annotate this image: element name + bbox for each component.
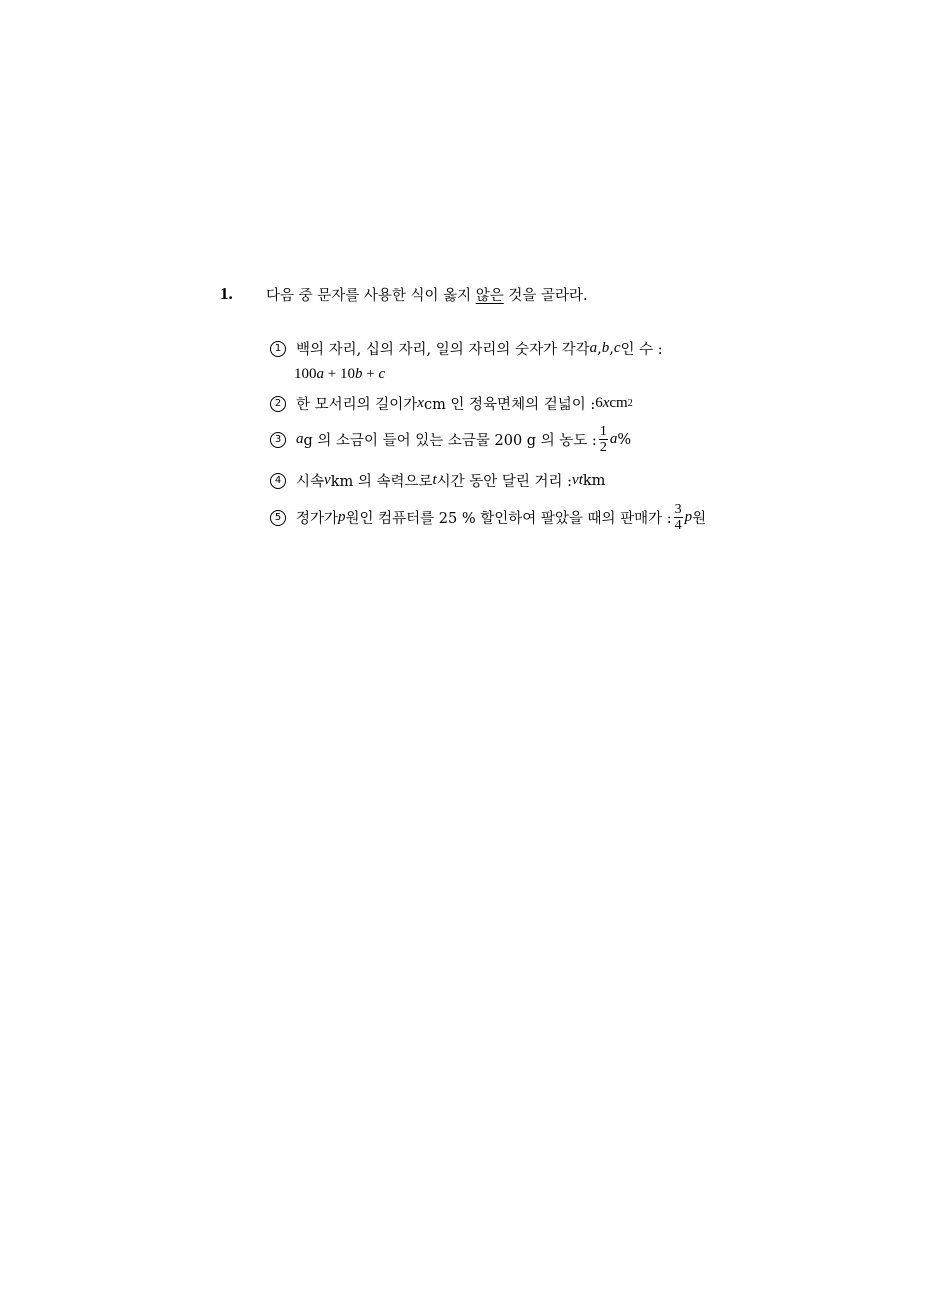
choice-5[interactable] (270, 502, 706, 533)
choice-marker-2: 2 (270, 396, 286, 412)
choice-2[interactable] (270, 393, 633, 414)
choice-5-var-p: p (338, 509, 346, 525)
choice-2-coef: 6 (595, 395, 603, 411)
choice-2-sup: 2 (627, 398, 633, 409)
expr-var-b: b (354, 366, 363, 382)
choice-2-var-x: x (417, 395, 424, 411)
choice-4-var-vt: vt (572, 472, 583, 488)
choice-1-text-a: 백의 자리, 십의 자리, 일의 자리의 숫자가 각각 (296, 342, 590, 358)
choice-1[interactable] (270, 338, 663, 359)
choice-2-unit: cm (609, 395, 628, 411)
stem-text-after: 것을 골라라. (503, 288, 588, 304)
choice-1-text-b: 인 수 : (620, 342, 663, 358)
fraction-denominator: 2 (599, 440, 607, 455)
choice-1-var-b: b (601, 340, 610, 356)
choice-4-text-c: 시간 동안 달린 거리 : (436, 474, 573, 490)
choice-3-var-a2: a (609, 431, 618, 447)
choice-5-text-c: 원 (692, 511, 707, 527)
expr-var-c: c (378, 366, 386, 382)
choice-3-fraction (599, 424, 608, 455)
choice-marker-1: 1 (270, 341, 286, 357)
choice-5-fraction (674, 502, 683, 533)
choice-5-var-p2: p (684, 509, 693, 525)
choice-4-var-t: t (432, 472, 437, 488)
choice-1-sep1: , (597, 340, 602, 357)
expr-var-a: a (316, 366, 324, 382)
choice-marker-3: 3 (270, 432, 286, 448)
choice-4[interactable] (270, 470, 605, 491)
choice-marker-4: 4 (270, 473, 286, 489)
expr-plus-10: + 10 (324, 366, 355, 382)
choice-3-text-a: g 의 소금이 들어 있는 소금물 200 g 의 농도 : (303, 433, 597, 449)
choice-1-expression (294, 364, 385, 383)
choice-marker-5: 5 (270, 510, 286, 526)
fraction-numerator: 1 (599, 424, 607, 439)
choice-4-text-b: km 의 속력으로 (330, 474, 433, 490)
choice-1-sep2: , (609, 340, 614, 357)
choice-2-text-b: cm 인 정육면체의 겉넓이 : (423, 397, 596, 413)
choice-5-text-a: 정가가 (296, 511, 339, 527)
choice-4-text-d: km (582, 472, 606, 489)
expr-plus: + (362, 366, 379, 382)
choice-4-text-a: 시속 (296, 474, 325, 490)
choice-1-var-a: a (589, 340, 598, 356)
question-stem (266, 284, 588, 305)
choice-2-text-a: 한 모서리의 길이가 (296, 397, 418, 413)
choice-3-text-b: % (617, 431, 632, 448)
stem-underlined-word: 않은 (475, 288, 504, 304)
choice-3[interactable] (270, 424, 631, 455)
choice-3-var-a: a (296, 431, 304, 447)
choice-4-var-v: v (324, 472, 331, 488)
fraction-numerator: 3 (674, 502, 682, 517)
stem-text-before: 다음 중 문자를 사용한 식이 옳지 (266, 288, 476, 304)
choice-5-text-b: 원인 컴퓨터를 25 % 할인하여 팔았을 때의 판매가 : (345, 511, 672, 527)
fraction-denominator: 4 (674, 518, 682, 533)
expr-100: 100 (294, 366, 317, 382)
choice-2-var-x2: x (602, 395, 610, 411)
choice-1-var-c: c (613, 340, 621, 356)
question-number: 1. (220, 284, 233, 303)
